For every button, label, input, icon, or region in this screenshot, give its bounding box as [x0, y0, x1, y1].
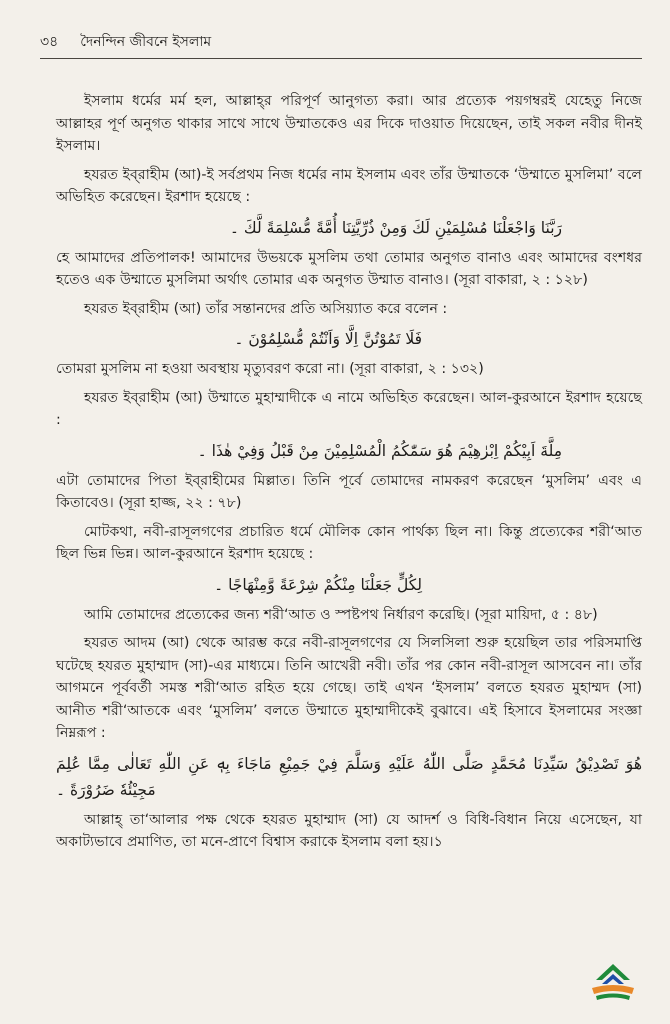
arabic-definition: هُوَ تَصْدِيْقُ سَيِّدِنَا مُحَمَّدٍ صَلَّى اللّٰهُ عَلَيْهِ وَسَلَّمَ فِيْ جَمِيْعِ مَاجَاءَ بِهٖ عَنِ اللّٰهِ تَعَالٰى مِمَّا عُلِمَ مَجِيْئُهٗ ضَرُوْرَةً ۔ [56, 754, 642, 799]
paragraph-7: এটা তোমাদের পিতা ইব্‌রাহীমের মিল্লাত। তিনি পূর্বে তোমাদের নামকরণ করেছেন ‘মুসলিম’ এবং এ কিতাবেও। (সূরা হাজ্জ, ২২ : ৭৮) [56, 472, 642, 511]
book-title: দৈনন্দিন জীবনে ইসলাম [80, 34, 212, 50]
arabic-verse-4: لِكُلٍّ جَعَلْنَا مِنْكُمْ شِرْعَةً وَّمِنْهَاجًا ۔ [214, 575, 422, 594]
paragraph-6: হযরত ইব্‌রাহীম (আ) উম্মাতে মুহাম্মাদীকে এ নামে অভিহিত করেছেন। আল-কুরআনে ইরশাদ হয়েছে : [56, 389, 642, 428]
paragraph-3: হে আমাদের প্রতিপালক! আমাদের উভয়কে মুসলিম তথা তোমার অনুগত বানাও এবং আমাদের বংশধর হতেও এক উম্মাতে মুসলিমা অর্থাৎ তোমার এক অনুগত উম্মাত বানাও। (সূরা বাকারা, ২ : ১২৮) [56, 249, 642, 288]
arabic-verse-1: رَبَّنَا وَاجْعَلْنَا مُسْلِمَيْنِ لَكَ وَمِنْ ذُرِّيَّتِنَا أُمَّةً مُّسْلِمَةً لَّكَ ۔ [229, 218, 562, 237]
arabic-verse-2: فَلَا تَمُوْتُنَّ اِلَّا وَاَنْتُمْ مُّسْلِمُوْنَ ۔ [234, 330, 422, 348]
arabic-verse-3: مِلَّةَ اَبِيْكُمْ اِبْرٰهِيْمَ هُوَ سَمّٰكُمُ الْمُسْلِمِيْنَ مِنْ قَبْلُ وَفِيْ هٰذَا ۔ [197, 441, 562, 460]
book-logo-icon [586, 960, 640, 1004]
paragraph-9: আমি তোমাদের প্রত্যেকের জন্য শরী‘আত ও স্পষ্টপথ নির্ধারণ করেছি। (সূরা মায়িদা, ৫ : ৪৮) [84, 606, 598, 623]
paragraph-1: ইসলাম ধর্মের মর্ম হল, আল্লাহ্‌র পরিপূর্ণ আনুগত্য করা। আর প্রত্যেক পয়গম্বরই যেহেতু নিজে আল্লাহর পূর্ণ অনুগত থাকার সাথে সাথে উম্মাতকেও এর দিকে দাওয়াত দিয়েছেন, তাই সকল নবীর দীনই ইসলাম। [56, 93, 642, 154]
header-divider [40, 58, 642, 59]
paragraph-4: হযরত ইব্‌রাহীম (আ) তাঁর সন্তানদের প্রতি অসিয়্যাত করে বলেন : [84, 300, 448, 317]
paragraph-11: আল্লাহ্ তা‘আলার পক্ষ থেকে হযরত মুহাম্মাদ (সা) যে আদর্শ ও বিধি-বিধান নিয়ে এসেছেন, যা অকাট্যভাবে প্রমাণিত, তা মনে-প্রাণে বিশ্বাস করাকে ইসলাম বলা হয়।১ [56, 811, 642, 850]
paragraph-10: হযরত আদম (আ) থেকে আরম্ভ করে নবী-রাসূলগণের যে সিলসিলা শুরু হয়েছিল তার পরিসমাপ্তি ঘটেছে হযরত মুহাম্মাদ (সা)-এর মাধ্যমে। তিনি আখেরী নবী। তাঁর পর কোন নবী-রাসূল আসবেন না। তাঁর আগমনে পূর্ববর্তী সমস্ত শরী‘আত রহিত হয়ে গেছে। তাই এখন ‘ইসলাম’ বলতে হযরত মুহাম্মদ (সা) আনীত শরী‘আতকে এবং ‘মুসলিম’ বলতে উম্মাতে মুহাম্মাদীকেই বুঝাবে। এই হিসাবে ইসলামের সংজ্ঞা নিম্নরূপ : [56, 635, 642, 741]
page-header [40, 30, 640, 54]
paragraph-8: মোটকথা, নবী-রাসূলগণের প্রচারিত ধর্মে মৌলিক কোন পার্থক্য ছিল না। কিন্তু প্রত্যেকের শরী‘আত ছিল ভিন্ন ভিন্ন। আল-কুরআনে ইরশাদ হয়েছে : [56, 523, 642, 562]
paragraph-5: তোমরা মুসলিম না হওয়া অবস্থায় মৃত্যুবরণ করো না। (সূরা বাকারা, ২ : ১৩২) [56, 361, 484, 377]
page-number: ৩৪ [40, 34, 59, 50]
page-body [56, 90, 642, 860]
paragraph-2: হযরত ইব্‌রাহীম (আ)-ই সর্বপ্রথম নিজ ধর্মের নাম ইসলাম এবং তাঁর উম্মাতকে ‘উম্মাতে মুসলিমা’ বলে অভিহিত করেছেন। ইরশাদ হয়েছে : [56, 166, 642, 205]
